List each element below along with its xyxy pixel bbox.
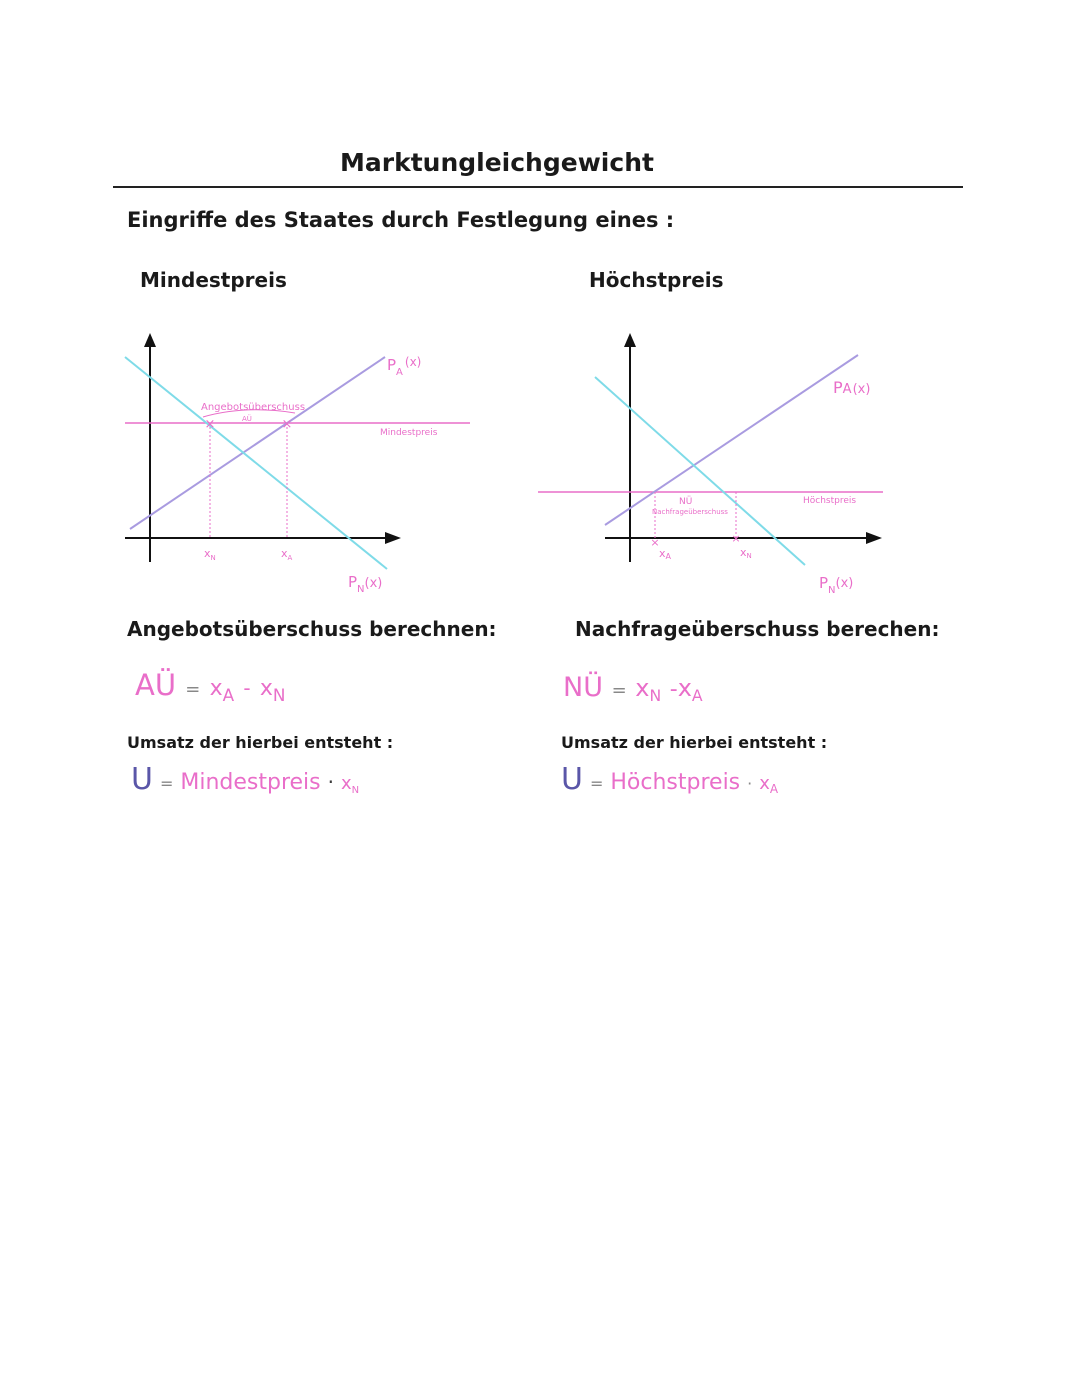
revenue-equals: =: [589, 774, 604, 793]
supply-curve-label: $P_A^{(x)}$: [387, 355, 422, 378]
formula-lhs: AÜ: [135, 668, 177, 702]
revenue-quantity: x: [341, 773, 352, 794]
cross-mark-xa: ×: [281, 417, 293, 432]
tick-label-xn: $x_N$: [204, 547, 216, 562]
formula-operator: -: [669, 677, 678, 702]
diagram-mindestpreis: [115, 325, 595, 595]
formula-var-b: x: [677, 674, 692, 702]
formula-var-a: x: [635, 674, 650, 702]
formula-nachfrageueberschuss: [563, 672, 703, 706]
tick-label-xn: xN: [740, 546, 752, 560]
formula-var-b: x: [259, 676, 273, 701]
revenue-formula-right: [561, 762, 778, 797]
price-line-label: Mindestpreis: [380, 428, 438, 438]
surplus-label: Angebotsüberschuss: [201, 402, 306, 413]
supply-curve: [130, 357, 385, 529]
revenue-operator: ·: [327, 770, 334, 794]
revenue-formula-left: [131, 762, 359, 797]
revenue-equals: =: [159, 774, 174, 793]
revenue-quantity: x: [759, 773, 770, 794]
cross-mark-xn: ×: [731, 532, 741, 545]
revenue-heading-right: Umsatz der hierbei entsteht :: [561, 733, 828, 752]
cross-mark-xa: ×: [650, 536, 660, 549]
revenue-heading-left: Umsatz der hierbei entsteht :: [127, 733, 394, 752]
revenue-lhs: U: [561, 762, 583, 797]
intro-text: Eingriffe des Staates durch Festlegung eines :: [127, 208, 675, 232]
formula-operator: -: [243, 676, 251, 700]
supply-curve-label: PA(x): [833, 378, 871, 397]
surplus-abbr: AÜ: [242, 415, 252, 423]
revenue-quantity-sub: N: [351, 784, 360, 796]
revenue-price: Höchstpreis: [610, 770, 741, 795]
formula-lhs: NÜ: [563, 672, 603, 703]
surplus-label: Nachfrageüberschuss: [652, 508, 728, 516]
title-divider: [113, 186, 963, 188]
heading-mindestpreis: Mindestpreis: [140, 268, 287, 292]
formula-equals: =: [611, 680, 627, 701]
formula-angebotsueberschuss: [135, 668, 286, 705]
revenue-lhs: U: [131, 762, 153, 797]
heading-angebotsueberschuss: Angebotsüberschuss berechnen:: [127, 617, 497, 641]
demand-curve-label: $P_N(x)$: [819, 574, 854, 596]
x-axis-arrow-icon: [385, 532, 401, 544]
revenue-quantity-sub: A: [769, 782, 779, 797]
y-axis-arrow-icon: [624, 333, 636, 347]
demand-curve: [595, 377, 805, 565]
heading-hoechstpreis: Höchstpreis: [589, 268, 724, 292]
diagram-hoechstpreis: [535, 325, 935, 600]
page-title: Marktungleichgewicht: [340, 148, 654, 177]
formula-var-a: x: [209, 676, 223, 701]
surplus-abbr: NÜ: [679, 497, 693, 507]
revenue-operator: ·: [747, 774, 753, 793]
price-line-label: Höchstpreis: [803, 496, 857, 506]
formula-equals: =: [185, 679, 201, 700]
demand-curve-label: $P_N(x)$: [348, 573, 383, 595]
revenue-price: Mindestpreis: [180, 770, 321, 795]
formula-sub-b: A: [691, 686, 703, 706]
tick-label-xa: xA: [659, 547, 671, 561]
formula-sub-b: N: [272, 684, 286, 705]
tick-label-xa: $x_A$: [281, 547, 293, 562]
formula-sub-a: N: [649, 686, 662, 706]
formula-sub-a: A: [222, 684, 235, 705]
y-axis-arrow-icon: [144, 333, 156, 347]
x-axis-arrow-icon: [866, 532, 882, 544]
heading-nachfrageueberschuss: Nachfrageüberschuss berechen:: [575, 617, 940, 641]
cross-mark-xn: ×: [204, 417, 216, 432]
